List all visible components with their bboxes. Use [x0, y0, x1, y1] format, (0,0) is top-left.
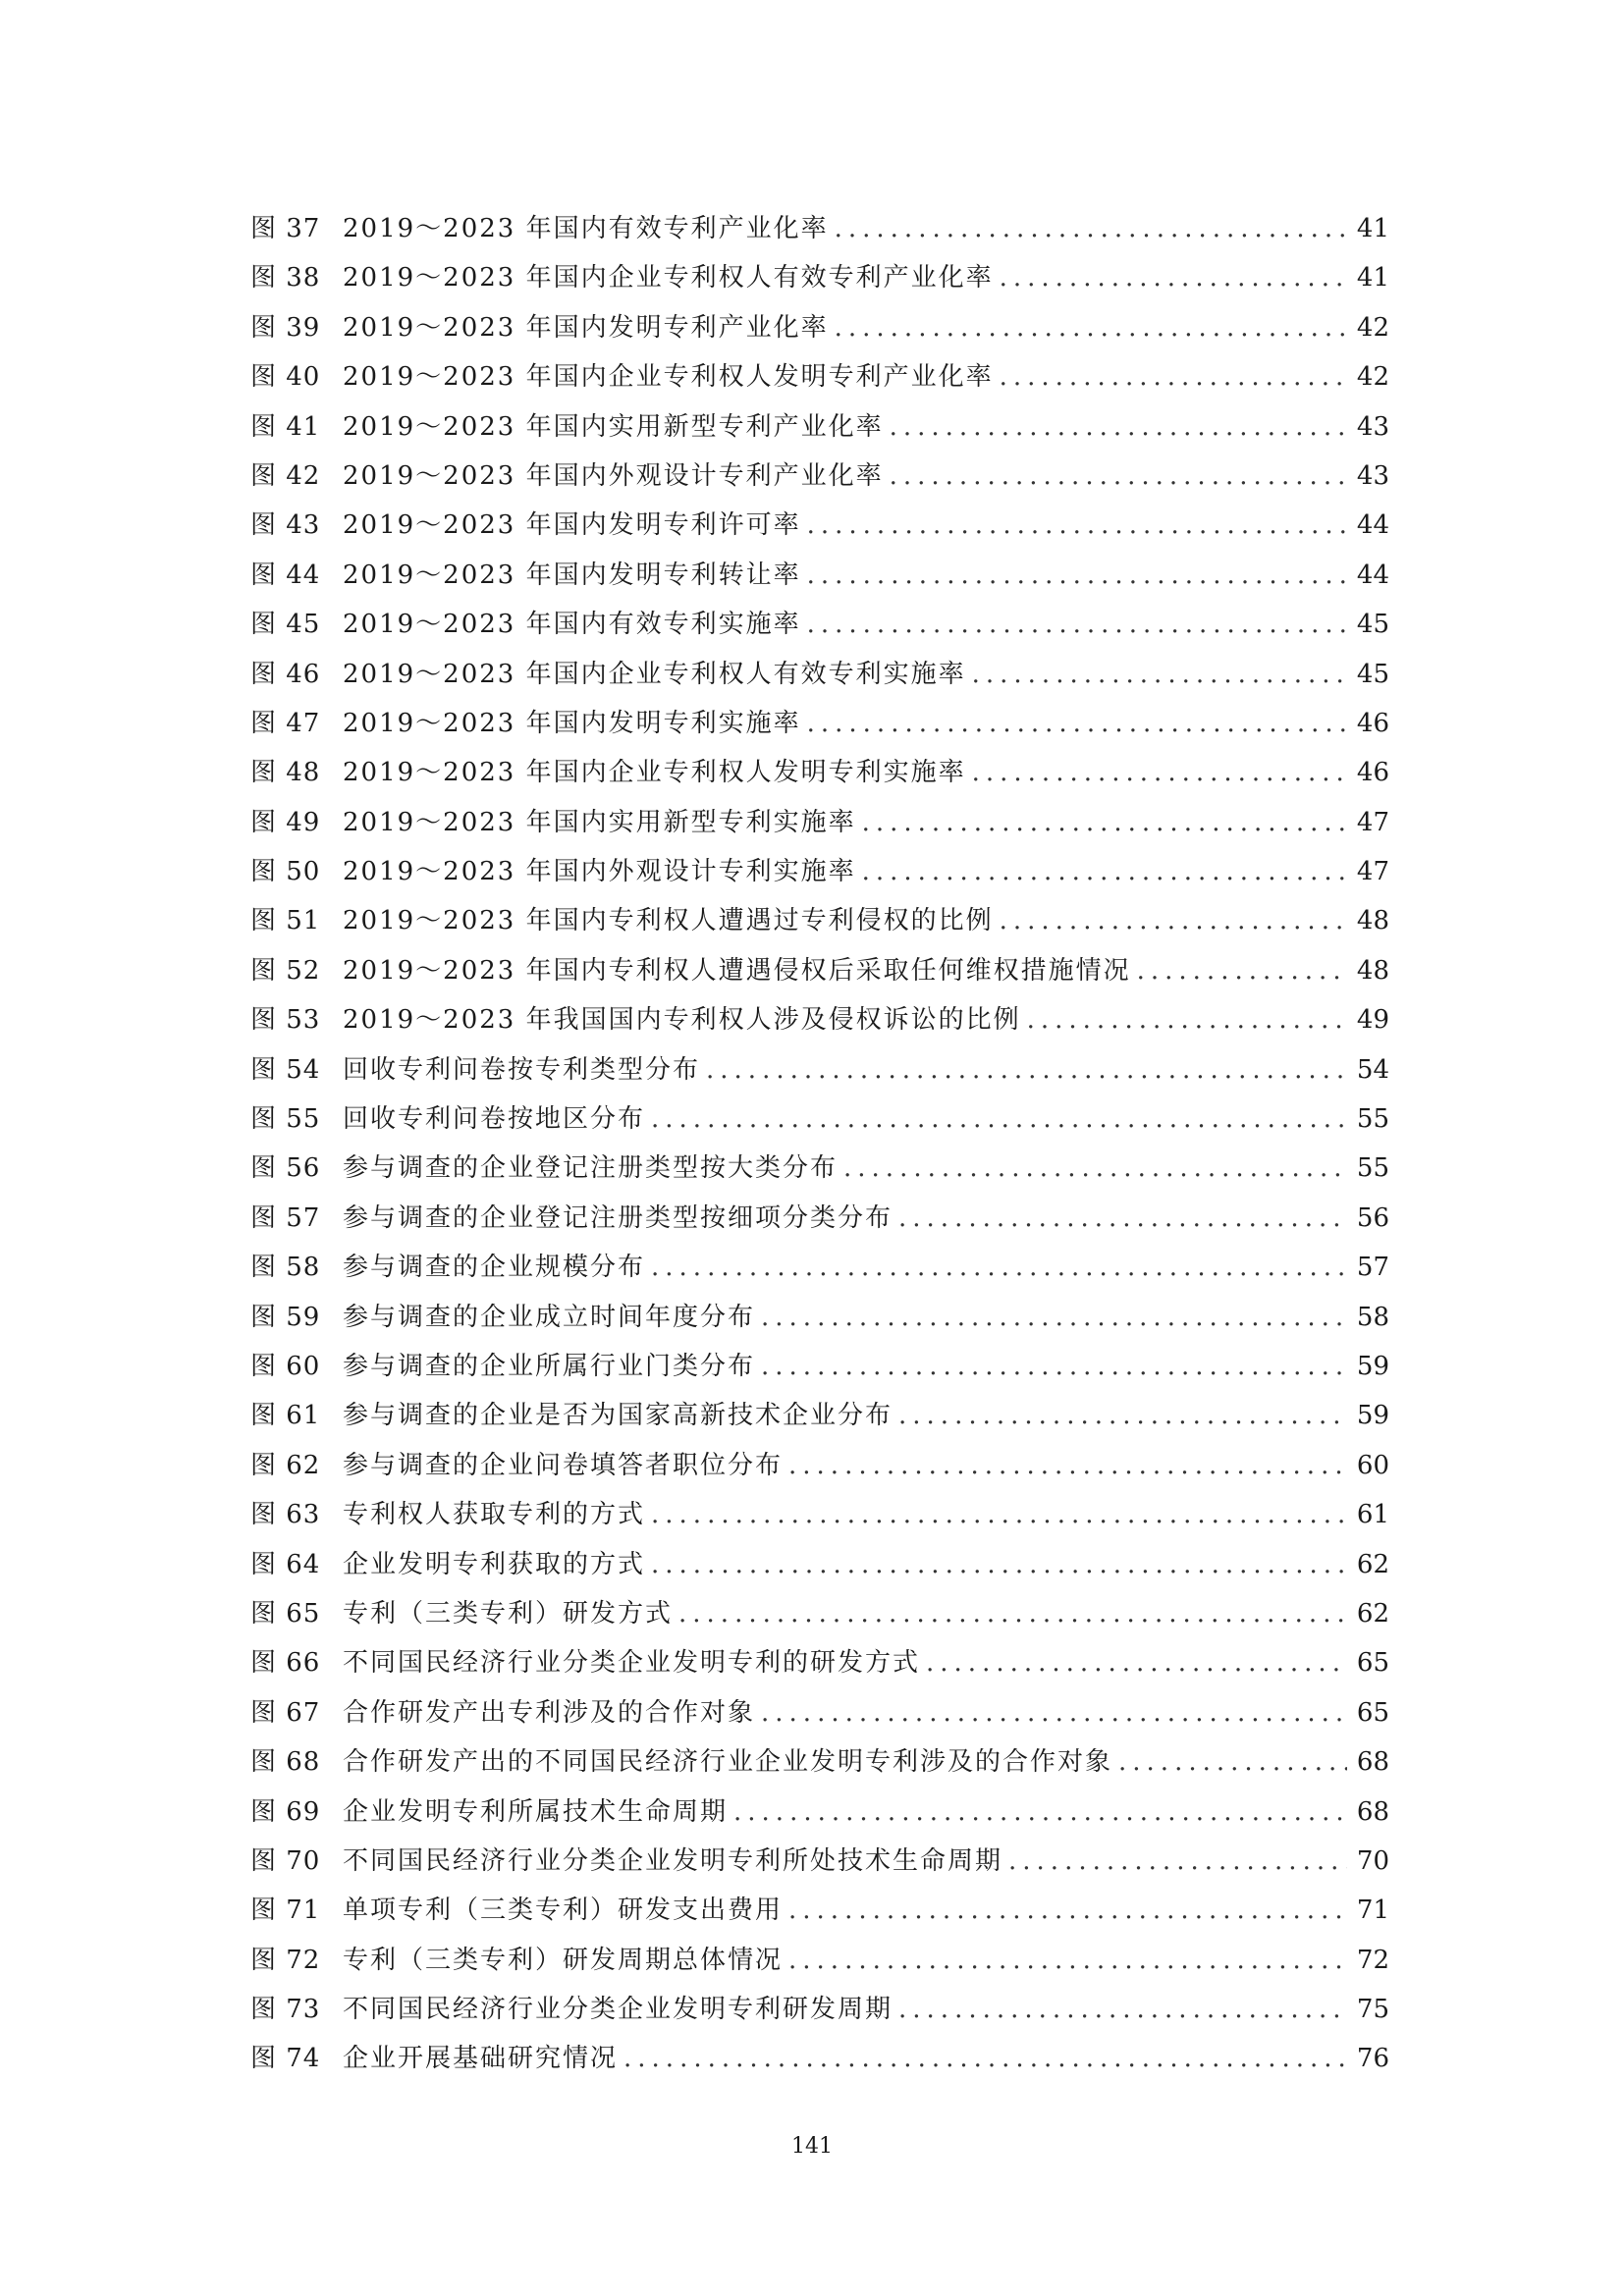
- toc-entry[interactable]: [250, 1045, 1389, 1095]
- page-reference: 47: [1356, 807, 1389, 837]
- toc-entry[interactable]: [250, 1243, 1389, 1292]
- table-of-figures: [250, 204, 1389, 2084]
- page-reference: 55: [1356, 1104, 1389, 1135]
- dot-leader: [733, 1788, 1347, 1837]
- toc-entry[interactable]: [250, 1837, 1389, 1886]
- figure-number: 图 41: [250, 411, 321, 442]
- page-reference: 45: [1356, 610, 1389, 640]
- toc-entry[interactable]: [250, 600, 1389, 649]
- page-number: 141: [791, 2134, 833, 2159]
- figure-number: 图 45: [250, 610, 321, 640]
- figure-title: 专利权人获取专利的方式: [343, 1500, 646, 1530]
- toc-entry[interactable]: [250, 1638, 1389, 1687]
- toc-entry[interactable]: [250, 1293, 1389, 1342]
- dot-leader: [898, 1391, 1347, 1440]
- figure-title: 专利（三类专利）研发周期总体情况: [343, 1945, 784, 1975]
- figure-title: 2019～2023 年国内专利权人遭遇侵权后采取任何维权措施情况: [343, 955, 1131, 986]
- page-reference: 59: [1356, 1351, 1389, 1381]
- figure-title: 2019～2023 年我国国内专利权人涉及侵权诉讼的比例: [343, 1005, 1021, 1036]
- dot-leader: [678, 1589, 1347, 1638]
- toc-entry[interactable]: [250, 2034, 1389, 2083]
- toc-entry[interactable]: [250, 1342, 1389, 1391]
- figure-title: 不同国民经济行业分类企业发明专利的研发方式: [343, 1648, 921, 1679]
- page-reference: 49: [1356, 1005, 1389, 1036]
- page-reference: 41: [1356, 214, 1389, 243]
- page-reference: 61: [1356, 1500, 1389, 1530]
- page-reference: 70: [1356, 1845, 1389, 1876]
- dot-leader: [807, 551, 1347, 600]
- figure-number: 图 42: [250, 460, 321, 491]
- dot-leader: [761, 1293, 1347, 1342]
- page-reference: 48: [1356, 955, 1389, 986]
- toc-entry[interactable]: [250, 303, 1389, 352]
- figure-title: 2019～2023 年国内发明专利实施率: [343, 708, 801, 738]
- figure-number: 图 64: [250, 1549, 321, 1579]
- figure-number: 图 66: [250, 1648, 321, 1679]
- dot-leader: [807, 600, 1347, 649]
- figure-title: 参与调查的企业成立时间年度分布: [343, 1302, 756, 1332]
- dot-leader: [807, 501, 1347, 550]
- page-reference: 62: [1356, 1598, 1389, 1629]
- figure-title: 参与调查的企业所属行业门类分布: [343, 1351, 756, 1381]
- page-reference: 58: [1356, 1302, 1389, 1332]
- figure-number: 图 40: [250, 362, 321, 393]
- toc-entry[interactable]: [250, 1194, 1389, 1243]
- page-reference: 48: [1356, 906, 1389, 936]
- dot-leader: [807, 699, 1347, 748]
- page-reference: 68: [1356, 1796, 1389, 1827]
- toc-entry[interactable]: [250, 501, 1389, 550]
- toc-entry[interactable]: [250, 699, 1389, 748]
- figure-number: 图 44: [250, 560, 321, 590]
- figure-title: 2019～2023 年国内外观设计专利产业化率: [343, 460, 884, 491]
- toc-entry[interactable]: [250, 452, 1389, 501]
- figure-title: 2019～2023 年国内企业专利权人有效专利实施率: [343, 659, 966, 689]
- figure-number: 图 71: [250, 1896, 321, 1926]
- figure-title: 2019～2023 年国内有效专利产业化率: [343, 214, 829, 243]
- figure-number: 图 60: [250, 1351, 321, 1381]
- figure-number: 图 59: [250, 1302, 321, 1332]
- page-reference: 57: [1356, 1253, 1389, 1283]
- dot-leader: [623, 2034, 1347, 2083]
- page-reference: 46: [1356, 758, 1389, 788]
- figure-title: 专利（三类专利）研发方式: [343, 1598, 674, 1629]
- page-reference: 59: [1356, 1401, 1389, 1431]
- toc-entry[interactable]: [250, 798, 1389, 847]
- figure-title: 2019～2023 年国内发明专利转让率: [343, 560, 801, 590]
- figure-number: 图 62: [250, 1450, 321, 1480]
- dot-leader: [1000, 352, 1347, 401]
- figure-title: 2019～2023 年国内企业专利权人发明专利产业化率: [343, 362, 994, 393]
- figure-title: 不同国民经济行业分类企业发明专利所处技术生命周期: [343, 1845, 1003, 1876]
- dot-leader: [788, 1886, 1347, 1935]
- page-reference: 47: [1356, 857, 1389, 887]
- dot-leader: [788, 1936, 1347, 1985]
- figure-title: 2019～2023 年国内发明专利许可率: [343, 510, 801, 541]
- dot-leader: [1008, 1837, 1347, 1886]
- figure-number: 图 70: [250, 1845, 321, 1876]
- page-reference: 72: [1356, 1945, 1389, 1975]
- toc-entry[interactable]: [250, 1589, 1389, 1638]
- dot-leader: [651, 1540, 1347, 1589]
- toc-entry[interactable]: [250, 995, 1389, 1044]
- figure-number: 图 37: [250, 214, 321, 243]
- dot-leader: [843, 1144, 1347, 1193]
- dot-leader: [862, 847, 1347, 896]
- toc-entry[interactable]: [250, 1788, 1389, 1837]
- page-reference: 56: [1356, 1202, 1389, 1233]
- dot-leader: [651, 1243, 1347, 1292]
- page-reference: 44: [1356, 510, 1389, 541]
- toc-entry[interactable]: [250, 748, 1389, 797]
- toc-entry[interactable]: [250, 1441, 1389, 1490]
- dot-leader: [1027, 995, 1347, 1044]
- figure-title: 回收专利问卷按地区分布: [343, 1104, 646, 1135]
- page-reference: 55: [1356, 1153, 1389, 1184]
- figure-title: 合作研发产出专利涉及的合作对象: [343, 1697, 756, 1728]
- page-reference: 43: [1356, 411, 1389, 442]
- toc-entry[interactable]: [250, 946, 1389, 995]
- page-reference: 43: [1356, 460, 1389, 491]
- figure-title: 2019～2023 年国内实用新型专利实施率: [343, 807, 856, 837]
- figure-title: 单项专利（三类专利）研发支出费用: [343, 1896, 784, 1926]
- dot-leader: [890, 452, 1347, 501]
- page-reference: 65: [1356, 1648, 1389, 1679]
- toc-entry[interactable]: [250, 650, 1389, 699]
- dot-leader: [972, 748, 1347, 797]
- figure-number: 图 48: [250, 758, 321, 788]
- toc-entry[interactable]: [250, 1737, 1389, 1787]
- page-reference: 71: [1356, 1896, 1389, 1926]
- page-reference: 44: [1356, 560, 1389, 590]
- page-reference: 46: [1356, 708, 1389, 738]
- dot-leader: [835, 303, 1347, 352]
- toc-entry[interactable]: [250, 1886, 1389, 1935]
- page-reference: 62: [1356, 1549, 1389, 1579]
- figure-title: 参与调查的企业问卷填答者职位分布: [343, 1450, 784, 1480]
- toc-entry[interactable]: [250, 204, 1389, 253]
- dot-leader: [972, 650, 1347, 699]
- dot-leader: [926, 1638, 1347, 1687]
- page-reference: 42: [1356, 312, 1389, 343]
- dot-leader: [835, 204, 1347, 253]
- dot-leader: [651, 1490, 1347, 1539]
- page-reference: 65: [1356, 1697, 1389, 1728]
- toc-entry[interactable]: [250, 1985, 1389, 2034]
- figure-title: 2019～2023 年国内专利权人遭遇过专利侵权的比例: [343, 906, 994, 936]
- figure-number: 图 58: [250, 1253, 321, 1283]
- figure-number: 图 63: [250, 1500, 321, 1530]
- figure-number: 图 65: [250, 1598, 321, 1629]
- toc-entry[interactable]: [250, 1095, 1389, 1144]
- page-reference: 60: [1356, 1450, 1389, 1480]
- toc-entry[interactable]: [250, 352, 1389, 401]
- figure-number: 图 43: [250, 510, 321, 541]
- toc-entry[interactable]: [250, 1144, 1389, 1193]
- figure-number: 图 54: [250, 1054, 321, 1085]
- figure-title: 企业发明专利所属技术生命周期: [343, 1796, 729, 1827]
- figure-title: 回收专利问卷按专利类型分布: [343, 1054, 701, 1085]
- toc-entry[interactable]: [250, 1540, 1389, 1589]
- figure-title: 2019～2023 年国内企业专利权人发明专利实施率: [343, 758, 966, 788]
- figure-title: 参与调查的企业登记注册类型按细项分类分布: [343, 1202, 893, 1233]
- figure-title: 合作研发产出的不同国民经济行业企业发明专利涉及的合作对象: [343, 1747, 1113, 1778]
- dot-leader: [890, 402, 1347, 452]
- figure-number: 图 39: [250, 312, 321, 343]
- figure-title: 参与调查的企业是否为国家高新技术企业分布: [343, 1401, 893, 1431]
- figure-number: 图 56: [250, 1153, 321, 1184]
- dot-leader: [898, 1194, 1347, 1243]
- toc-entry[interactable]: [250, 1936, 1389, 1985]
- page-reference: 75: [1356, 1995, 1389, 2025]
- figure-number: 图 46: [250, 659, 321, 689]
- dot-leader: [706, 1045, 1347, 1095]
- figure-title: 参与调查的企业规模分布: [343, 1253, 646, 1283]
- page-reference: 42: [1356, 362, 1389, 393]
- toc-entry[interactable]: [250, 1490, 1389, 1539]
- figure-number: 图 72: [250, 1945, 321, 1975]
- figure-number: 图 38: [250, 263, 321, 294]
- page-reference: 76: [1356, 2044, 1389, 2074]
- figure-title: 2019～2023 年国内发明专利产业化率: [343, 312, 829, 343]
- toc-entry[interactable]: [250, 551, 1389, 600]
- toc-entry[interactable]: [250, 896, 1389, 945]
- dot-leader: [761, 1342, 1347, 1391]
- figure-number: 图 61: [250, 1401, 321, 1431]
- figure-number: 图 68: [250, 1747, 321, 1778]
- figure-number: 图 73: [250, 1995, 321, 2025]
- page-reference: 41: [1356, 263, 1389, 294]
- figure-number: 图 55: [250, 1104, 321, 1135]
- figure-number: 图 53: [250, 1005, 321, 1036]
- figure-title: 2019～2023 年国内外观设计专利实施率: [343, 857, 856, 887]
- toc-entry[interactable]: [250, 1391, 1389, 1440]
- figure-title: 2019～2023 年国内企业专利权人有效专利产业化率: [343, 263, 994, 294]
- figure-number: 图 47: [250, 708, 321, 738]
- dot-leader: [1137, 946, 1347, 995]
- figure-number: 图 51: [250, 906, 321, 936]
- figure-title: 企业发明专利获取的方式: [343, 1549, 646, 1579]
- figure-number: 图 67: [250, 1697, 321, 1728]
- page-reference: 68: [1356, 1747, 1389, 1778]
- toc-entry[interactable]: [250, 847, 1389, 896]
- figure-number: 图 52: [250, 955, 321, 986]
- figure-number: 图 74: [250, 2044, 321, 2074]
- figure-number: 图 69: [250, 1796, 321, 1827]
- figure-number: 图 49: [250, 807, 321, 837]
- dot-leader: [862, 798, 1347, 847]
- figure-title: 2019～2023 年国内有效专利实施率: [343, 610, 801, 640]
- figure-title: 2019～2023 年国内实用新型专利产业化率: [343, 411, 884, 442]
- page-reference: 45: [1356, 659, 1389, 689]
- figure-title: 不同国民经济行业分类企业发明专利研发周期: [343, 1995, 893, 2025]
- toc-entry[interactable]: [250, 253, 1389, 302]
- dot-leader: [1118, 1737, 1347, 1787]
- dot-leader: [1000, 896, 1347, 945]
- figure-number: 图 50: [250, 857, 321, 887]
- dot-leader: [651, 1095, 1347, 1144]
- dot-leader: [788, 1441, 1347, 1490]
- dot-leader: [761, 1688, 1347, 1737]
- toc-entry[interactable]: [250, 402, 1389, 452]
- figure-title: 参与调查的企业登记注册类型按大类分布: [343, 1153, 839, 1184]
- toc-entry[interactable]: [250, 1688, 1389, 1737]
- dot-leader: [1000, 253, 1347, 302]
- figure-title: 企业开展基础研究情况: [343, 2044, 619, 2074]
- dot-leader: [898, 1985, 1347, 2034]
- figure-number: 图 57: [250, 1202, 321, 1233]
- page-reference: 54: [1356, 1054, 1389, 1085]
